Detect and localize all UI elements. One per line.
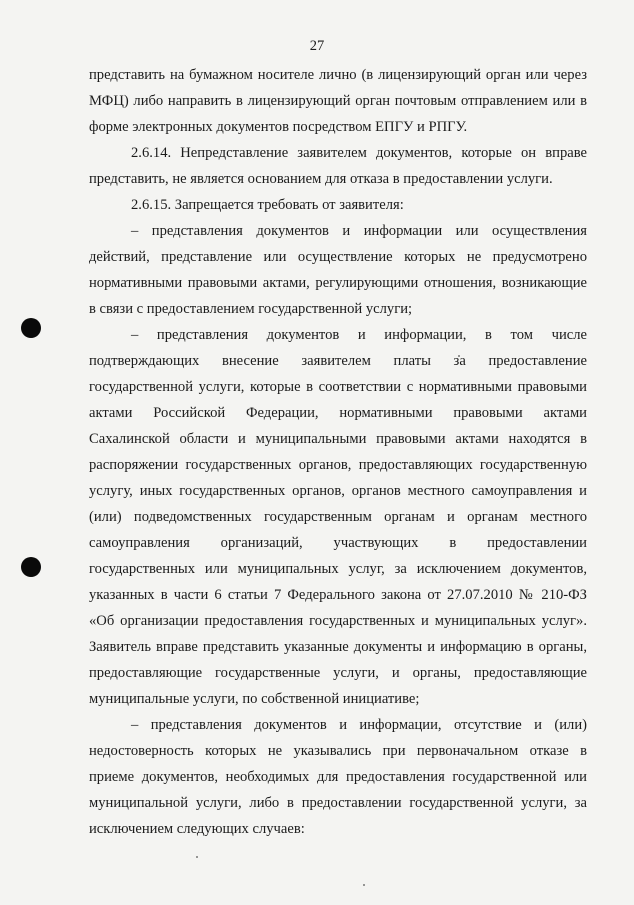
text-line: предоставляющие государственные услуги, и органы, предоставляющие [89,665,587,681]
text-line: государственных или муниципальных услуг, за исключением документов, [89,561,587,577]
scan-speck [196,856,198,858]
text-line: – представления документов и информации, в том числе [131,327,587,343]
text-line: Сахалинской области и муниципальными правовыми актами находятся в [89,431,587,447]
text-line: услугу, иных государственных органов, органов местного самоуправления и [89,483,587,499]
text-line: недостоверность которых не указывались при первоначальном отказе в [89,743,587,759]
text-line: форме электронных документов посредством ЕПГУ и РПГУ. [89,119,468,135]
text-line: указанных в части 6 статьи 7 Федерального закона от 27.07.2010 № 210-ФЗ [89,587,587,603]
text-line: действий, представление или осуществление которых не предусмотрено [89,249,587,265]
text-line: (или) подведомственных государственным органам и органам местного [89,509,587,525]
text-line: муниципальные услуги, по собственной инициативе; [89,691,420,707]
text-line: – представления документов и информации, отсутствие и (или) [131,717,587,733]
text-line: «Об организации предоставления государственных и муниципальных услуг». [89,613,587,629]
text-line: подтверждающих внесение заявителем платы за предоставление [89,353,587,369]
text-line: приеме документов, необходимых для предоставления государственной или [89,769,587,785]
text-line: актами Российской Федерации, нормативными правовыми актами [89,405,587,421]
text-line: распоряжении государственных органов, предоставляющих государственную [89,457,587,473]
text-line: представить на бумажном носителе лично (в лицензирующий орган или через [89,67,587,83]
text-line: самоуправления организаций, участвующих в предоставлении [89,535,587,551]
scan-speck [363,884,365,886]
punch-hole-bottom [21,557,41,577]
text-line: муниципальной услуги, либо в предоставлении государственной услуги, за [89,795,587,811]
text-line: 2.6.14. Непредставление заявителем документов, которые он вправе [131,145,587,161]
text-line: в связи с предоставлением государственной услуги; [89,301,413,317]
punch-hole-top [21,318,41,338]
text-line: – представления документов и информации или осуществления [131,223,587,239]
text-line: МФЦ) либо направить в лицензирующий орган почтовым отправлением или в [89,93,587,109]
text-line: государственной услуги, которые в соответствии с нормативными правовыми [89,379,587,395]
text-line: нормативными правовыми актами, регулирующими отношения, возникающие [89,275,587,291]
text-line: представить, не является основанием для отказа в предоставлении услуги. [89,171,553,187]
text-line: 2.6.15. Запрещается требовать от заявителя: [131,197,404,213]
text-line: Заявитель вправе представить указанные документы и информацию в органы, [89,639,587,655]
text-line: исключением следующих случаев: [89,821,305,837]
page-number: 27 [309,38,325,54]
